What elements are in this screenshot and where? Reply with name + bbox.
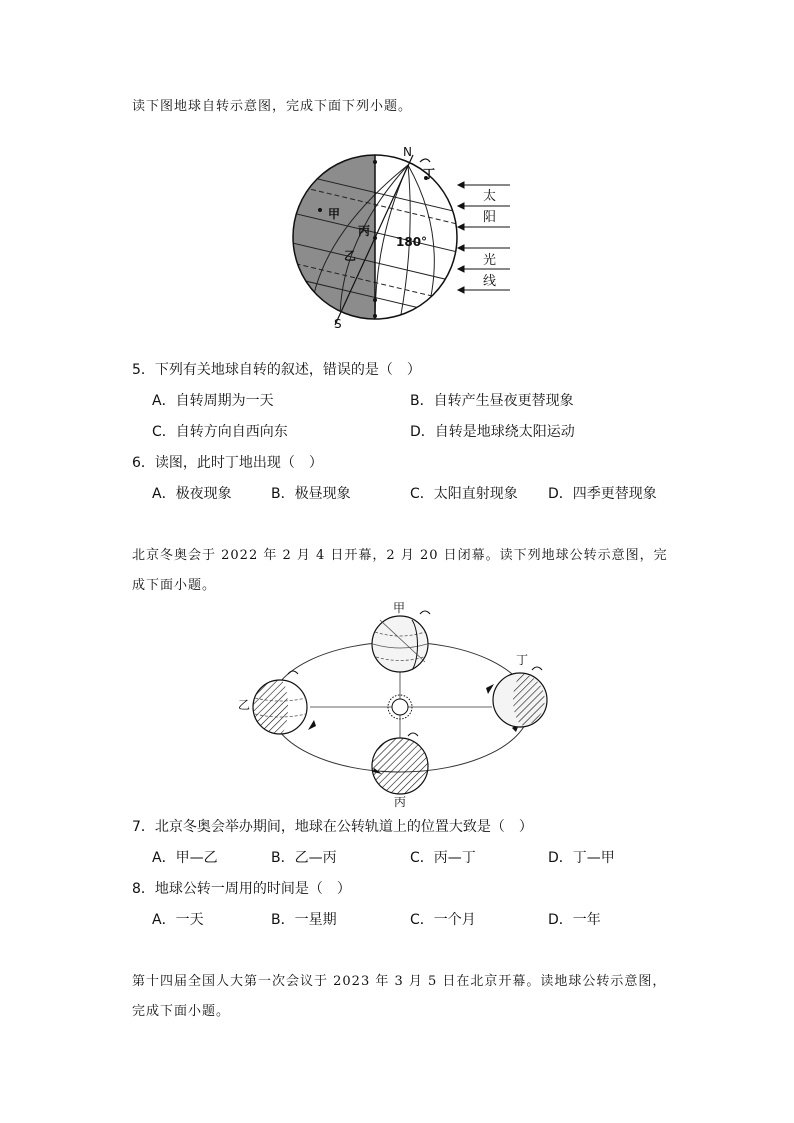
revolution-label-bing: 丙 (394, 795, 407, 809)
globe-yi (253, 680, 307, 734)
sunlight-char-2: 阳 (483, 210, 497, 225)
q7-stem: 7．北京冬奥会举办期间，地球在公转轨道上的位置大致是（ ） (132, 819, 533, 835)
q5-option-c[interactable]: C．自转方向自西向东 (152, 424, 288, 440)
q8-option-c[interactable]: C．一个月 (410, 912, 476, 928)
sunlight-char-1: 太 (483, 189, 497, 204)
label-180: 180° (396, 235, 428, 249)
rotation-icon-yi (288, 671, 298, 674)
earth-revolution-figure (230, 600, 570, 810)
q8-stem: 8．地球公转一周用的时间是（ ） (132, 881, 351, 897)
sun-icon (388, 695, 412, 719)
q6-option-c[interactable]: C．太阳直射现象 (410, 486, 518, 502)
globe-jia (372, 616, 428, 672)
label-n: N (403, 145, 412, 159)
rotation-icon-bing (408, 733, 418, 736)
q5-option-a[interactable]: A．自转周期为一天 (152, 393, 274, 409)
revolution-label-jia: 甲 (393, 601, 406, 615)
q8-option-d[interactable]: D．一年 (548, 912, 601, 928)
label-bing: 丙 (358, 224, 371, 238)
sunlight-char-4: 线 (483, 274, 497, 289)
q6-option-d[interactable]: D．四季更替现象 (548, 486, 657, 502)
q6-option-b[interactable]: B．极昼现象 (271, 486, 351, 502)
q5-option-b[interactable]: B．自转产生昼夜更替现象 (410, 393, 574, 409)
q7-option-c[interactable]: C．丙—丁 (410, 850, 476, 866)
rotation-icon-ding (532, 667, 542, 670)
q8-option-b[interactable]: B．一星期 (271, 912, 337, 928)
earth-rotation-figure (280, 140, 520, 335)
q5-stem: 5．下列有关地球自转的叙述，错误的是（ ） (132, 362, 421, 378)
q7-option-b[interactable]: B．乙—丙 (271, 850, 337, 866)
rotation-icon-jia (420, 611, 430, 614)
label-s: S (334, 317, 342, 331)
revolution-label-ding: 丁 (516, 653, 529, 667)
q6-option-a[interactable]: A．极夜现象 (152, 486, 232, 502)
sunlight-char-3: 光 (483, 253, 497, 268)
revolution-label-yi: 乙 (238, 698, 251, 712)
label-ding: 丁 (423, 167, 436, 181)
section3-intro-line1: 第十四届全国人大第一次会议于 2023 年 3 月 5 日在北京开幕。读地球公转示意图， (132, 974, 667, 989)
q7-option-a[interactable]: A．甲—乙 (152, 850, 218, 866)
label-yi: 乙 (344, 249, 357, 263)
q6-stem: 6．读图，此时丁地出现（ ） (132, 455, 323, 471)
label-jia: 甲 (328, 207, 341, 221)
globe-ding (493, 673, 547, 727)
rotation-arrow-icon (420, 159, 430, 162)
q8-option-a[interactable]: A．一天 (152, 912, 204, 928)
section1-intro: 读下图地球自转示意图，完成下面下列小题。 (132, 99, 413, 114)
section2-intro-line2: 成下面小题。 (132, 578, 217, 593)
q5-option-d[interactable]: D．自转是地球绕太阳运动 (410, 424, 575, 440)
globe-bing (372, 738, 428, 794)
section3-intro-line2: 完成下面小题。 (132, 1004, 231, 1019)
section2-intro-line1: 北京冬奥会于 2022 年 2 月 4 日开幕，2 月 20 日闭幕。读下列地球公转示意图，完 (132, 548, 668, 563)
q7-option-d[interactable]: D．丁—甲 (548, 850, 615, 866)
